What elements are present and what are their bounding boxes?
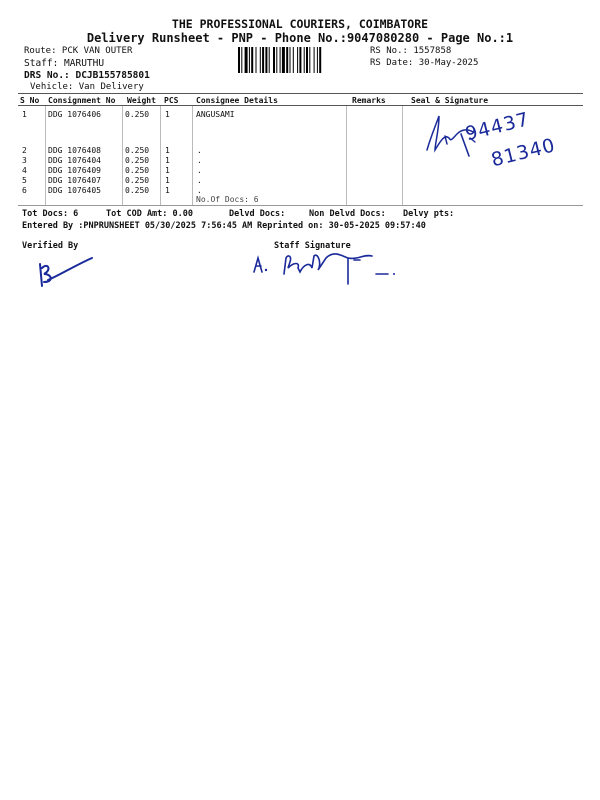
- row-consignee: ANGUSAMI: [196, 110, 235, 119]
- col-divider: [346, 106, 347, 206]
- delivery-points: Delvy pts:: [403, 209, 455, 219]
- tot-docs: Tot Docs: 6: [22, 209, 79, 219]
- row-pcs: 1: [165, 176, 170, 185]
- col-divider: [192, 106, 193, 206]
- row-pcs: 1: [165, 156, 170, 165]
- route-label: Route: PCK VAN OUTER: [24, 46, 133, 56]
- staff-signature: [248, 244, 418, 292]
- col-header-consignment: Consignment No: [48, 96, 116, 105]
- row-pcs: 1: [165, 110, 170, 119]
- verified-by-signature: [28, 252, 98, 292]
- row-sno: 3: [22, 156, 27, 165]
- row-consignee: .: [197, 146, 202, 155]
- col-header-weight: Weight: [127, 96, 156, 105]
- row-weight: 0.250: [125, 176, 150, 185]
- col-divider: [45, 106, 46, 206]
- row-consignment: DDG 1076407: [48, 176, 101, 185]
- row-consignment: DDG 1076405: [48, 186, 101, 195]
- vehicle-label: Vehicle: Van Delivery: [30, 82, 144, 92]
- col-divider: [122, 106, 123, 206]
- row-consignee: .: [197, 166, 202, 175]
- row-sno: 1: [22, 110, 27, 119]
- row-weight: 0.250: [125, 156, 150, 165]
- table-top-rule: [18, 93, 583, 94]
- row-sno: 5: [22, 176, 27, 185]
- company-title: THE PROFESSIONAL COURIERS, COIMBATORE: [171, 17, 429, 31]
- row-consignment: DDG 1076404: [48, 156, 101, 165]
- handwritten-phone-line2: 81340: [489, 134, 558, 172]
- row-weight: 0.250: [125, 186, 150, 195]
- entered-by: Entered By :PNPRUNSHEET 05/30/2025 7:56:45 AM: [22, 221, 253, 231]
- col-header-consignee: Consignee Details: [196, 96, 278, 105]
- delivered-docs: Delvd Docs:: [229, 209, 286, 219]
- row-sno: 2: [22, 146, 27, 155]
- row-consignment: DDG 1076408: [48, 146, 101, 155]
- rs-date: RS Date: 30-May-2025: [370, 58, 479, 68]
- drs-number: DRS No.: DCJB155785801: [24, 70, 150, 81]
- row-consignment: DDG 1076406: [48, 110, 101, 119]
- handwritten-phone-line1: 94437: [463, 108, 532, 146]
- row-sno: 6: [22, 186, 27, 195]
- staff-signature-label: Staff Signature: [274, 241, 351, 251]
- row-weight: 0.250: [125, 146, 150, 155]
- row-weight: 0.250: [125, 110, 150, 119]
- row-sno: 4: [22, 166, 27, 175]
- row-consignee: .: [197, 156, 202, 165]
- row-consignment: DDG 1076409: [48, 166, 101, 175]
- row-consignee: .: [197, 176, 202, 185]
- barcode: [238, 47, 362, 73]
- row-consignee: .: [197, 186, 202, 195]
- row-pcs: 1: [165, 186, 170, 195]
- tot-cod-amount: Tot COD Amt: 0.00: [106, 209, 193, 219]
- staff-label: Staff: MARUTHU: [24, 58, 105, 69]
- rs-number: RS No.: 1557858: [370, 46, 452, 56]
- reprinted-on: Reprinted on: 30-05-2025 09:57:40: [257, 221, 426, 231]
- no-of-docs: No.Of Docs: 6: [196, 195, 259, 204]
- col-divider: [160, 106, 161, 206]
- table-bottom-rule: [18, 205, 583, 206]
- row-pcs: 1: [165, 146, 170, 155]
- non-delivered-docs: Non Delvd Docs:: [309, 209, 386, 219]
- runsheet-subtitle: Delivery Runsheet - PNP - Phone No.:9047080280 - Page No.:1: [86, 31, 514, 45]
- col-header-sno: S No: [20, 96, 40, 105]
- col-divider: [402, 106, 403, 206]
- row-weight: 0.250: [125, 166, 150, 175]
- col-header-pcs: PCS: [164, 96, 179, 105]
- col-header-seal: Seal & Signature: [411, 96, 489, 105]
- verified-by-label: Verified By: [22, 241, 79, 251]
- table-header-rule: [18, 105, 583, 106]
- row-pcs: 1: [165, 166, 170, 175]
- col-header-remarks: Remarks: [352, 96, 386, 105]
